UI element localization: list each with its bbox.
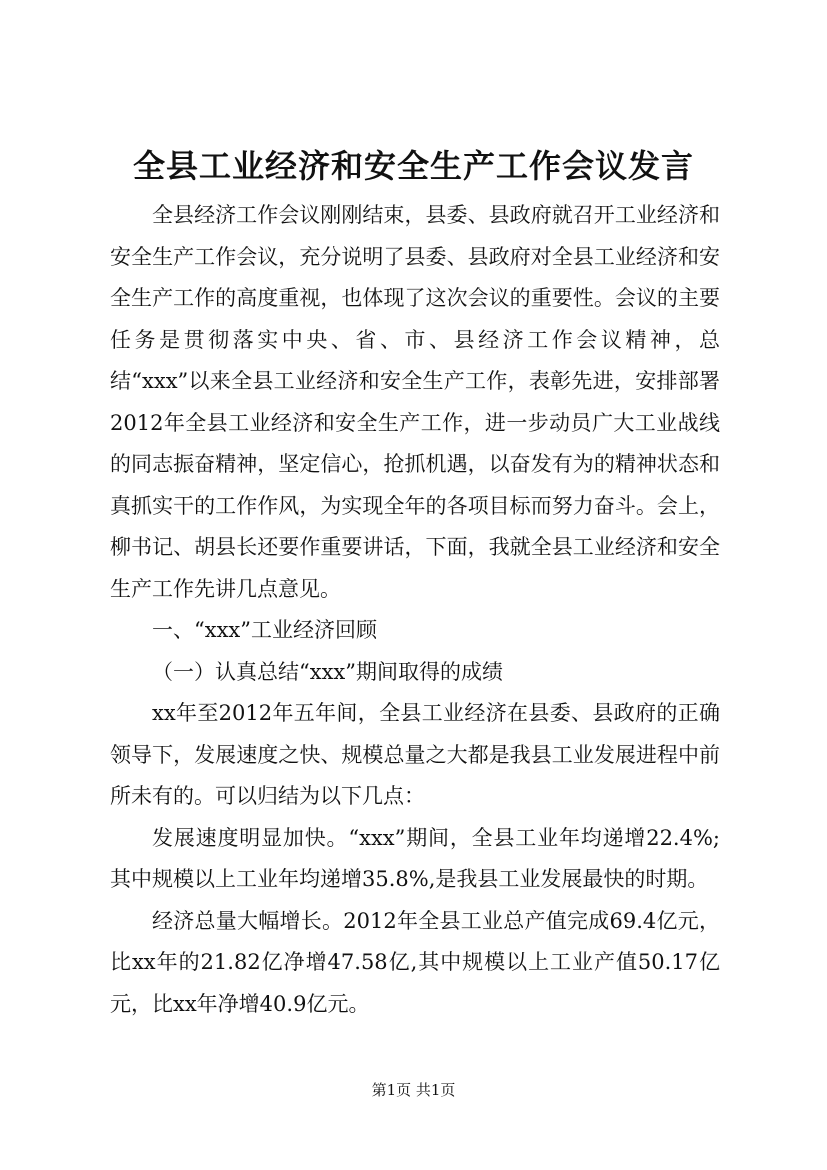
paragraph-five-years: xx年至2012年五年间，全县工业经济在县委、县政府的正确领导下，发展速度之快、规模总量之大都是我县工业发展进程中前所未有的。可以归结为以下几点： bbox=[110, 701, 720, 808]
document-body bbox=[110, 195, 720, 1025]
document-title: 全县工业经济和安全生产工作会议发言 bbox=[132, 147, 694, 185]
subsection-heading-achievements: （一）认真总结“xxx”期间取得的成绩 bbox=[152, 659, 504, 684]
page-footer: 第1页 共1页 bbox=[371, 1081, 456, 1099]
section-heading-review: 一、“xxx”工业经济回顾 bbox=[152, 618, 378, 642]
paragraph-growth-speed: 发展速度明显加快。“xxx”期间，全县工业年均递增22.4%;其中规模以上工业年均递增35.8%,是我县工业发展最快的时期。 bbox=[110, 825, 720, 891]
paragraph-economic-volume: 经济总量大幅增长。2012年全县工业总产值完成69.4亿元，比xx年的21.82亿净增47.58亿,其中规模以上工业产值50.17亿元，比xx年净增40.9亿元。 bbox=[110, 908, 720, 1016]
paragraph-intro: 全县经济工作会议刚刚结束，县委、县政府就召开工业经济和安全生产工作会议，充分说明了县委、县政府对全县工业经济和安全生产工作的高度重视，也体现了这次会议的重要性。会议的主要任务是贯彻落实中央、省、市、县经济工作会议精神，总结“xxx”以来全县工业经济和安全生产工作，表彰先进，安排部署2012年全县工业经济和安全生产工作，进一步动员广大工业战线的同志振奋精神，坚定信心，抢抓机遇，以奋发有为的精神状态和真抓实干的工作作风，为实现全年的各项目标而努力奋斗。会上，柳书记、胡县长还要作重要讲话，下面，我就全县工业经济和安全生产工作先讲几点意见。 bbox=[110, 203, 720, 601]
